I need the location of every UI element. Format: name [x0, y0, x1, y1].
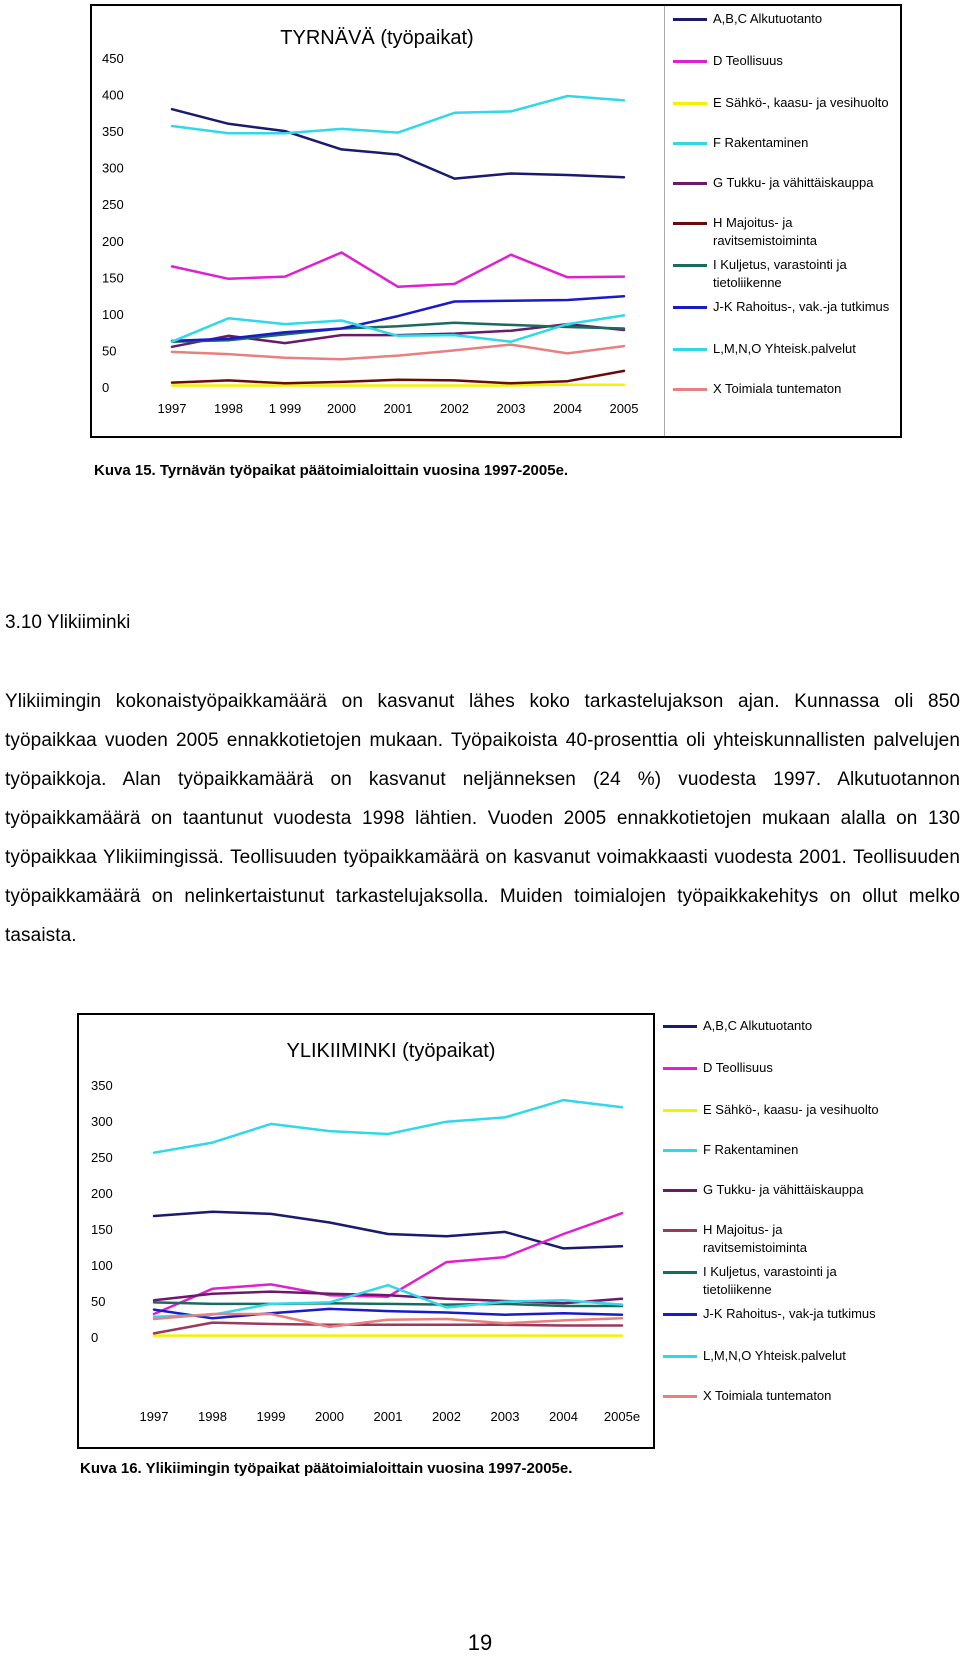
y-tick-label: 450 — [102, 51, 124, 66]
tyrnava-plot — [92, 6, 662, 436]
series-line — [172, 345, 624, 360]
y-tick-label: 150 — [91, 1222, 113, 1237]
legend-swatch — [663, 1355, 697, 1358]
legend-label: G Tukku- ja vähittäiskauppa — [703, 1182, 864, 1197]
chart-title: TYRNÄVÄ (työpaikat) — [280, 27, 474, 49]
legend-label: X Toimiala tuntematon — [703, 1388, 832, 1403]
y-tick-label: 300 — [102, 160, 124, 176]
x-tick-label: 2004 — [553, 401, 582, 416]
ylikiiminki-plot — [79, 1015, 653, 1447]
legend-swatch — [663, 1189, 697, 1192]
series-line — [172, 323, 624, 342]
legend-label: I Kuljetus, varastointi ja tietoliikenne — [703, 1264, 837, 1297]
x-tick-label: 2003 — [496, 401, 526, 416]
series-line — [154, 1212, 622, 1249]
series-line — [172, 253, 624, 287]
series-line — [154, 1323, 622, 1334]
legend-swatch — [673, 182, 707, 185]
legend-label: H Majoitus- ja ravitsemistoiminta — [703, 1222, 808, 1255]
legend-label: F Rakentaminen — [703, 1142, 799, 1157]
x-tick-label: 2000 — [327, 401, 356, 416]
y-tick-label: 250 — [91, 1150, 113, 1165]
series-line — [172, 109, 624, 178]
legend-label: E Sähkö-, kaasu- ja vesihuolto — [713, 95, 889, 110]
y-tick-label: 100 — [102, 306, 124, 322]
x-tick-label: 2000 — [315, 1409, 344, 1424]
y-tick-label: 350 — [91, 1078, 113, 1093]
x-tick-label: 2001 — [373, 1409, 403, 1424]
y-tick-label: 150 — [102, 270, 124, 286]
series-line — [172, 371, 624, 383]
legend-label: I Kuljetus, varastointi ja tietoliikenne — [713, 257, 847, 290]
legend-label: D Teollisuus — [703, 1060, 773, 1075]
x-tick-label: 1999 — [256, 1409, 286, 1424]
legend-swatch — [663, 1395, 697, 1398]
legend-label: D Teollisuus — [713, 53, 783, 68]
legend-label: A,B,C Alkutuotanto — [703, 1018, 813, 1033]
x-tick-label: 1 999 — [268, 401, 302, 416]
y-tick-label: 200 — [102, 233, 124, 249]
x-tick-label: 1998 — [214, 401, 243, 416]
ylikiiminki-chart — [77, 1013, 655, 1449]
chart-title: YLIKIIMINKI (työpaikat) — [286, 1040, 496, 1062]
legend-swatch — [663, 1313, 697, 1316]
legend-swatch — [663, 1109, 697, 1112]
legend-swatch — [673, 222, 707, 225]
page-number: 19 — [467, 1630, 493, 1655]
y-tick-label: 50 — [102, 343, 117, 359]
legend-label: F Rakentaminen — [713, 135, 809, 150]
legend-label: E Sähkö-, kaasu- ja vesihuolto — [703, 1102, 879, 1117]
series-line — [154, 1213, 622, 1314]
section-paragraph: Ylikiimingin kokonaistyöpaikkamäärä on kasvanut lähes koko tarkastelujakson ajan. Kunnassa oli 850 työpaikkaa vuoden 2005 ennakkotietojen mukaan. Työpaikoista 40-prosenttia oli yhteiskunnallisten palvelujen työpaikkoja. Alan työpaikkamäärä on kasvanut neljänneksen (24 %) vuodesta 1997. Alkutuotannon työpaikkamäärä on taantunut vuodesta 1998 lähtien. Vuoden 2005 ennakkotietojen mukaan alalla on 130 työpaikkaa Ylikiimingissä. Teollisuuden työpaikkamäärä on kasvanut voimakkaasti vuodesta 2001. Teollisuuden työpaikkamäärä on nelinkertaistunut tarkastelujaksolla. Muiden toimialojen työpaikkakehitys on ollut melko tasaista. — [5, 691, 960, 946]
y-tick-label: 200 — [91, 1186, 113, 1201]
figure-caption-15: Kuva 15. Tyrnävän työpaikat päätoimialoittain vuosina 1997-2005e. — [94, 462, 569, 479]
y-tick-label: 250 — [102, 197, 124, 213]
legend-label: L,M,N,O Yhteisk.palvelut — [703, 1348, 846, 1363]
series-line — [172, 96, 624, 133]
x-tick-label: 2002 — [440, 401, 469, 416]
legend-swatch — [663, 1149, 697, 1152]
legend-swatch — [673, 60, 707, 63]
y-tick-label: 0 — [102, 380, 110, 395]
legend-label: J-K Rahoitus-, vak-ja tutkimus — [703, 1306, 876, 1321]
series-line — [172, 385, 624, 386]
legend-label: A,B,C Alkutuotanto — [713, 11, 823, 26]
legend-swatch — [663, 1271, 697, 1274]
legend-swatch — [673, 102, 707, 105]
legend-label: X Toimiala tuntematon — [713, 381, 842, 396]
tyrnava-legend — [664, 6, 899, 436]
legend-swatch — [663, 1067, 697, 1070]
legend-swatch — [673, 18, 707, 21]
legend-label: H Majoitus- ja ravitsemistoiminta — [713, 215, 818, 248]
x-tick-label: 2004 — [549, 1409, 578, 1424]
section-heading: 3.10 Ylikiiminki — [5, 612, 131, 633]
x-tick-label: 1997 — [157, 401, 187, 416]
legend-label: G Tukku- ja vähittäiskauppa — [713, 175, 874, 190]
legend-swatch — [673, 388, 707, 391]
y-tick-label: 400 — [102, 87, 124, 103]
legend-swatch — [663, 1025, 697, 1028]
figure-caption-16: Kuva 16. Ylikiimingin työpaikat päätoimialoittain vuosina 1997-2005e. — [80, 1460, 573, 1477]
legend-swatch — [673, 306, 707, 309]
legend-swatch — [673, 142, 707, 145]
legend-swatch — [673, 264, 707, 267]
y-tick-label: 50 — [91, 1294, 106, 1309]
legend-swatch — [663, 1229, 697, 1232]
y-tick-label: 350 — [102, 124, 124, 140]
legend-label: L,M,N,O Yhteisk.palvelut — [713, 341, 856, 356]
y-tick-label: 300 — [91, 1114, 113, 1129]
series-line — [154, 1100, 622, 1153]
x-tick-label: 2003 — [490, 1409, 520, 1424]
legend-swatch — [673, 348, 707, 351]
y-tick-label: 100 — [91, 1258, 113, 1273]
x-tick-label: 2002 — [432, 1409, 461, 1424]
legend-label: J-K Rahoitus-, vak.-ja tutkimus — [713, 299, 890, 314]
tyrnava-chart — [90, 4, 902, 438]
y-tick-label: 0 — [91, 1330, 99, 1345]
x-tick-label: 2005 — [609, 401, 639, 416]
x-tick-label: 2005e — [603, 1409, 641, 1424]
x-tick-label: 2001 — [383, 401, 413, 416]
x-tick-label: 1998 — [198, 1409, 227, 1424]
ylikiiminki-legend — [655, 1013, 895, 1443]
x-tick-label: 1997 — [139, 1409, 169, 1424]
